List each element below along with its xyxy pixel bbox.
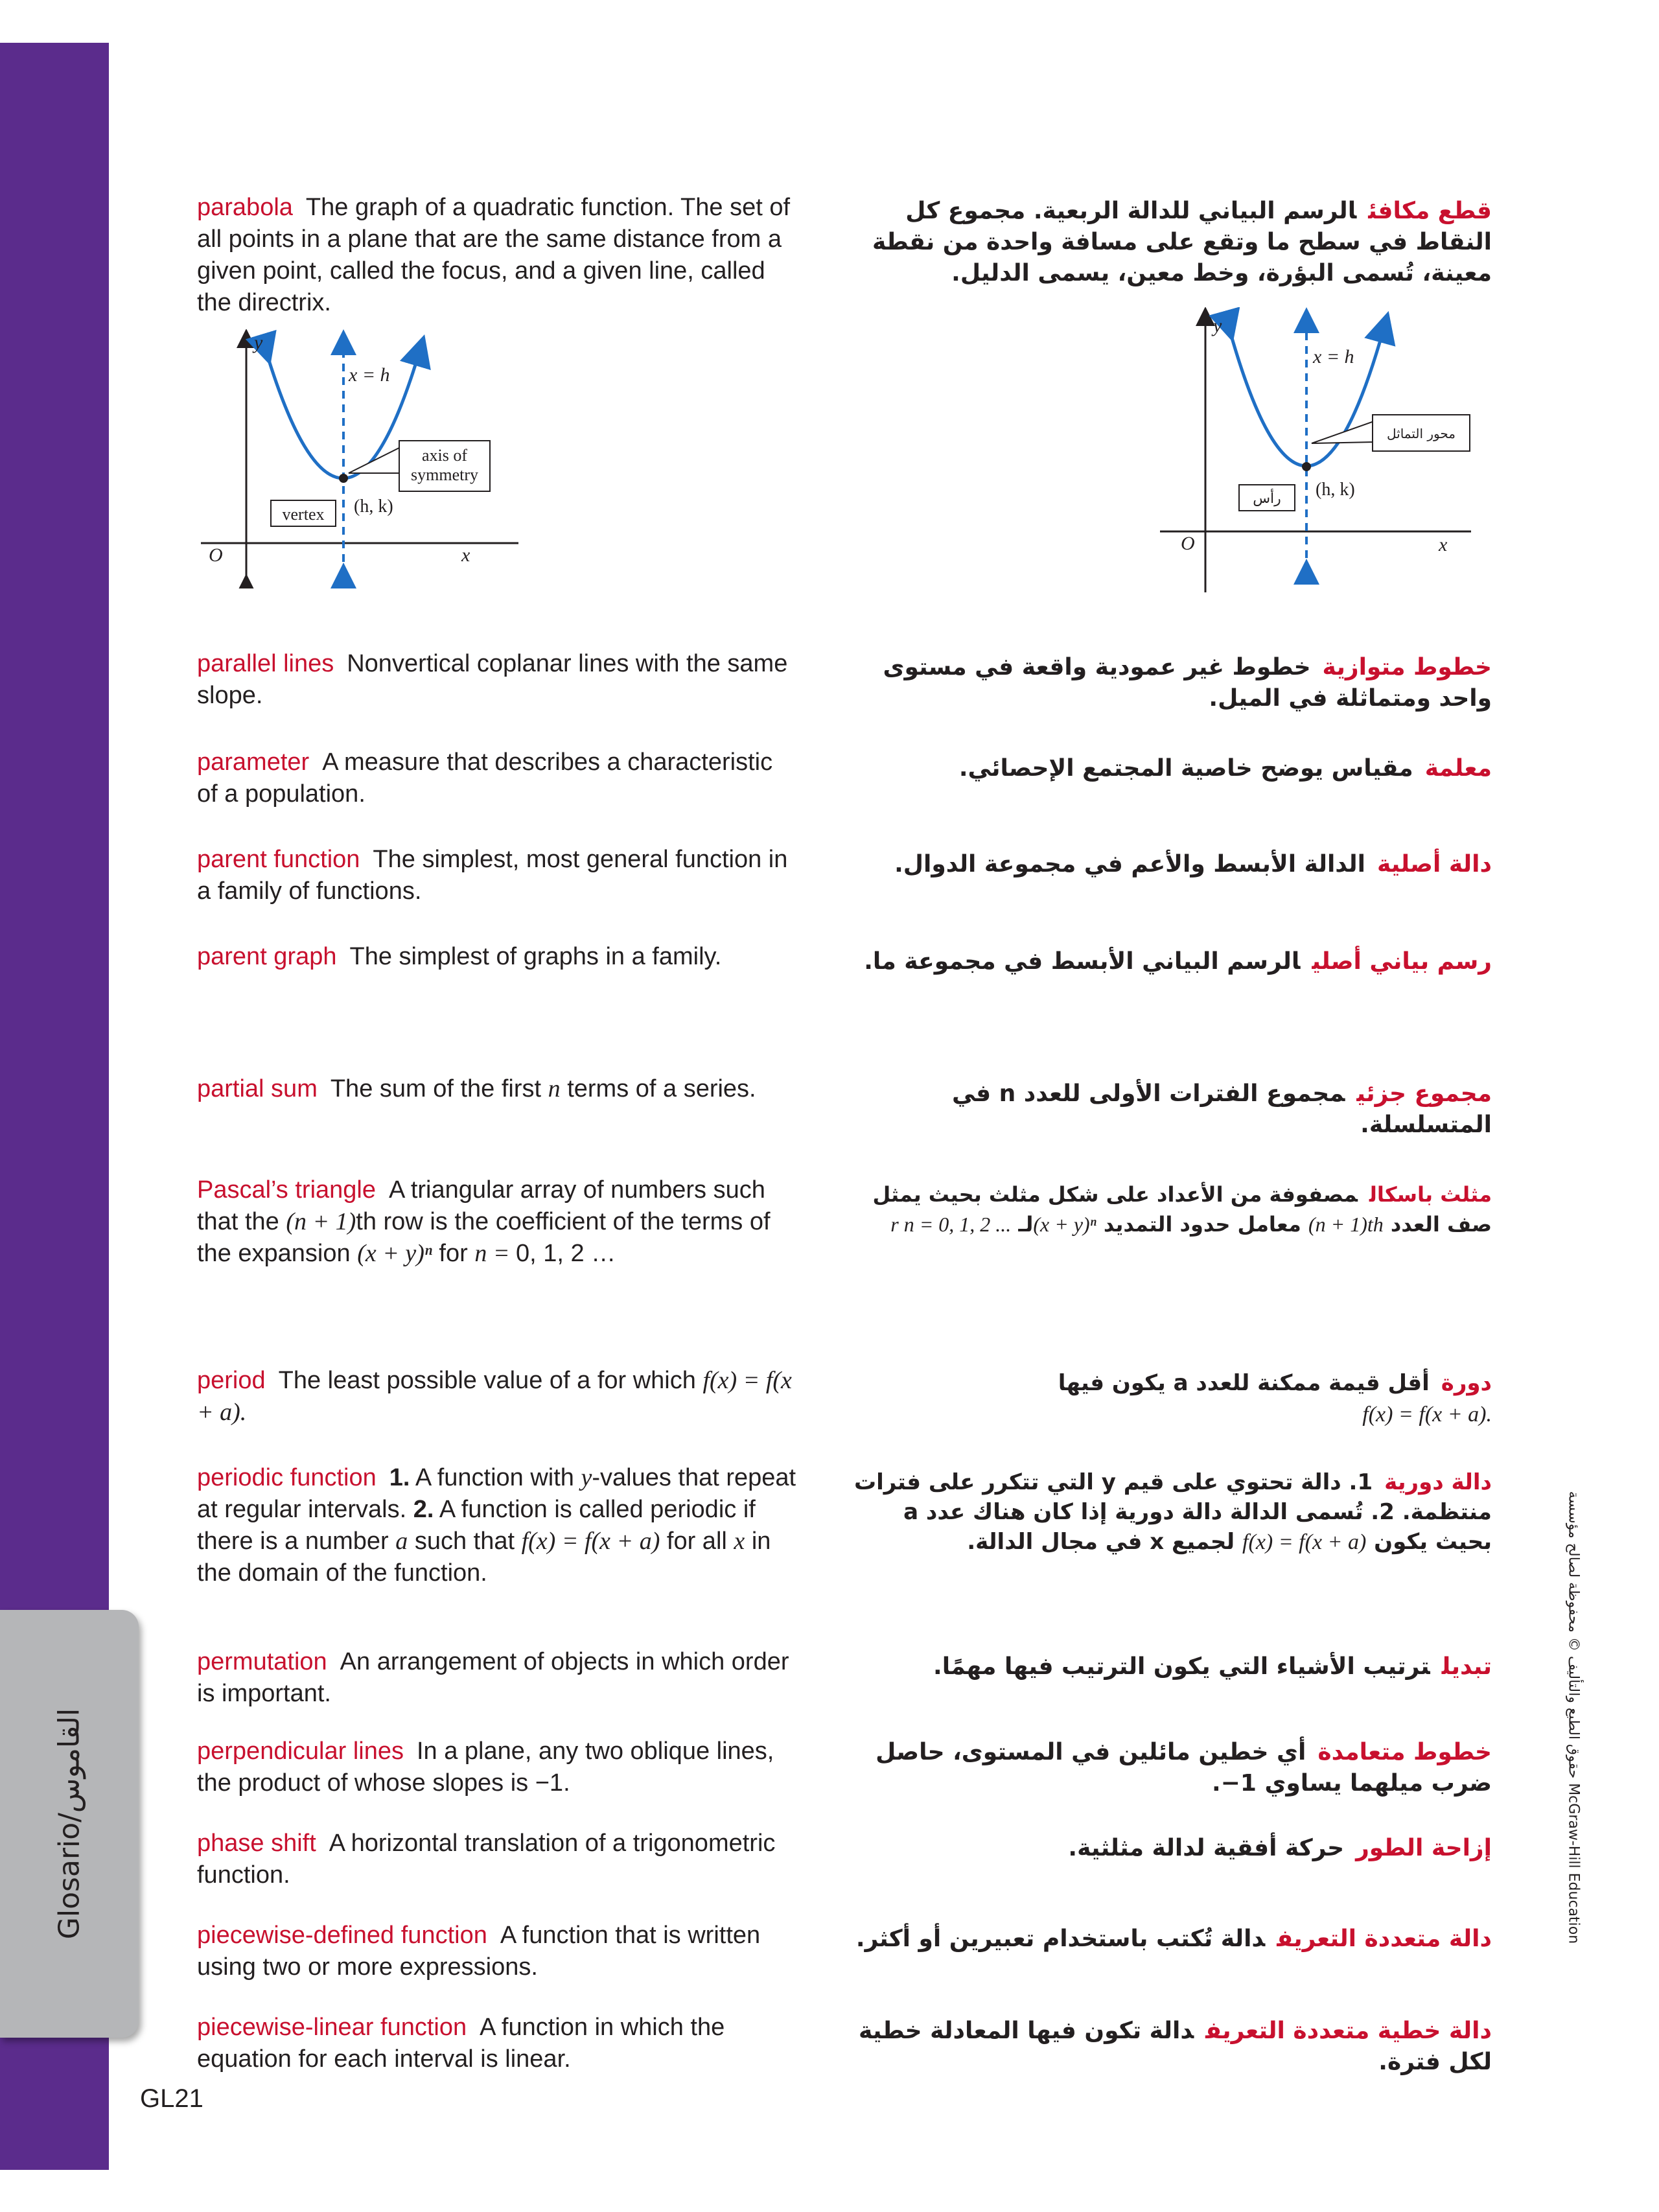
- definition-ar: حركة أفقية لدالة مثلثية.: [1068, 1835, 1345, 1861]
- term-ar: مثلث باسكال: [1369, 1182, 1492, 1207]
- publisher-copyright: حقوق الطبع والتأليف © محفوظة لصالح مؤسسة McGraw-Hill Education: [1565, 1491, 1582, 1944]
- term-en: periodic function: [197, 1464, 377, 1491]
- entry-en-pascals-triangle: [197, 1174, 800, 1270]
- term-en: Pascal’s triangle: [197, 1176, 377, 1204]
- definition-en: The graph of a quadratic function. The set of all points in a plane that are the same distance from a given point, called the focus, and a given line, called the directrix.: [197, 194, 791, 316]
- math-expr: n =: [474, 1240, 516, 1267]
- entry-en-parent-graph: [197, 941, 800, 973]
- math-expr: f(x) = f(x + a).: [1362, 1403, 1492, 1426]
- entry-ar-piecewise-defined-function: [844, 1924, 1492, 1955]
- entry-en-period: [197, 1365, 800, 1428]
- term-en: perpendicular lines: [197, 1738, 404, 1765]
- math-expr: f(x) = f(x + a): [521, 1528, 660, 1555]
- math-expr: (x + y)ⁿ: [1033, 1213, 1096, 1236]
- entry-en-parameter: [197, 747, 800, 810]
- definition-ar: الرسم البياني الأبسط في مجموعة ما.: [864, 948, 1301, 975]
- definition-ar: دالة تُكتب باستخدام تعبيرين أو أكثر.: [855, 1926, 1266, 1952]
- graph-en-axis-label-2: symmetry: [411, 465, 478, 484]
- definition-en: The simplest, most general function in a family of functions.: [197, 846, 788, 905]
- term-en: parent function: [197, 846, 360, 873]
- math-expr: r n = 0, 1, 2 ...: [890, 1213, 1012, 1236]
- entry-en-phase-shift: [197, 1828, 800, 1891]
- math-expr: (n + 1)th: [1308, 1213, 1384, 1236]
- entry-en-parabola: [197, 192, 800, 319]
- term-ar: مجموع جزئي: [1356, 1080, 1492, 1107]
- term-en: parabola: [197, 194, 293, 221]
- math-expr: f(x) = f(x + a).: [197, 1367, 792, 1426]
- definition-en-cont: for all: [660, 1528, 734, 1555]
- entry-ar-phase-shift: [844, 1833, 1492, 1864]
- entry-en-partial-sum: [197, 1073, 800, 1105]
- definition-ar-cont: لجميع x في مجال الدالة.: [967, 1529, 1235, 1555]
- term-en: piecewise-linear function: [197, 2014, 467, 2041]
- glossary-tab-label: Glosario/القاموس: [52, 1708, 86, 1940]
- definition-en-cont: terms of a series.: [560, 1075, 756, 1102]
- definition-ar: الرسم البياني للدالة الربعية. مجموع كل النقاط في سطح ما وتقع على مسافة واحدة من نقطة معينة، تُسمى البؤرة، وخط معين، يسمى الدليل.: [872, 198, 1492, 286]
- definition-ar: دالة تكون فيها المعادلة خطية لكل فترة.: [859, 2018, 1492, 2075]
- definition-en: A triangular array of numbers such that the: [197, 1176, 765, 1235]
- entry-ar-parameter: [844, 753, 1492, 784]
- graph-ar-y-label: y: [1213, 315, 1222, 336]
- graph-en-vertex: vertex: [282, 505, 325, 524]
- definition-ar: مصفوفة من الأعداد على شكل مثلث بحيث يمثل صف العدد: [872, 1182, 1492, 1237]
- term-ar: خطوط متعامدة: [1317, 1739, 1492, 1765]
- definition-en-cont: such that: [408, 1528, 522, 1555]
- definition-ar-cont: لـ: [1018, 1212, 1034, 1237]
- entry-ar-partial-sum: [844, 1078, 1492, 1141]
- definition-en-cont: in the domain of the function.: [197, 1528, 771, 1587]
- graph-ar-vertex: رأس: [1253, 491, 1281, 507]
- definition-en: In a plane, any two oblique lines, the product of whose slopes is −1.: [197, 1738, 774, 1797]
- graph-ar-origin: O: [1181, 533, 1195, 554]
- math-var: n: [548, 1075, 561, 1102]
- graph-ar-point: (h, k): [1316, 480, 1355, 500]
- math-expr: (x + y)ⁿ: [357, 1240, 432, 1267]
- term-en: permutation: [197, 1648, 327, 1675]
- top-margin: [0, 0, 109, 43]
- math-var: x: [734, 1528, 745, 1555]
- term-en: parameter: [197, 749, 310, 776]
- definition-en: A function that is written using two or more expressions.: [197, 1922, 761, 1981]
- entry-ar-period: [844, 1368, 1492, 1430]
- term-ar: تبديل: [1441, 1653, 1492, 1680]
- definition-ar-cont: معامل حدود التمديد: [1103, 1212, 1301, 1237]
- definition-en-cont: for: [432, 1240, 475, 1267]
- graph-en-origin: O: [209, 544, 223, 566]
- parabola-graph-en: [194, 329, 531, 588]
- definition-en: A function with: [410, 1464, 581, 1491]
- entry-en-perpendicular-lines: [197, 1736, 800, 1799]
- term-en: parent graph: [197, 943, 337, 970]
- page-number: GL21: [140, 2084, 203, 2113]
- math-var: a: [395, 1528, 408, 1555]
- number-2: 2.: [413, 1496, 434, 1523]
- graph-ar-x-label: x: [1439, 534, 1448, 555]
- entry-en-piecewise-linear-function: [197, 2012, 800, 2075]
- definition-en: An arrangement of objects in which order is important.: [197, 1648, 789, 1707]
- definition-en-cont: A function is called periodic if there is a number: [197, 1496, 756, 1555]
- term-en: period: [197, 1367, 266, 1394]
- definition-en: A function in which the equation for each interval is linear.: [197, 2014, 725, 2073]
- definition-ar: أقل قيمة ممكنة للعدد a يكون فيها: [1058, 1370, 1430, 1396]
- entry-en-periodic-function: [197, 1462, 800, 1589]
- math-expr: (n + 1): [286, 1208, 356, 1235]
- graph-en-line-label: x = h: [349, 364, 390, 386]
- definition-en: The simplest of graphs in a family.: [349, 943, 722, 970]
- number-1: 1.: [389, 1464, 410, 1491]
- definition-en: The least possible value of a for which: [278, 1367, 703, 1394]
- definition-ar: مجموع الفترات الأولى للعدد n في المتسلسلة.: [952, 1080, 1492, 1138]
- entry-en-parallel-lines: [197, 648, 800, 712]
- entry-ar-pascals-triangle: [844, 1180, 1492, 1239]
- definition-ar: الدالة الأبسط والأعم في مجموعة الدوال.: [894, 851, 1365, 878]
- definition-en-cont: 0, 1, 2 …: [515, 1240, 616, 1267]
- definition-en: The sum of the first: [330, 1075, 548, 1102]
- definition-ar: ترتيب الأشياء التي يكون الترتيب فيها مهمًا.: [933, 1653, 1430, 1680]
- definition-en: A horizontal translation of a trigonometric function.: [197, 1830, 776, 1889]
- graph-en-point: (h, k): [354, 496, 393, 517]
- definition-en: Nonvertical coplanar lines with the same slope.: [197, 650, 788, 709]
- definition-ar: 1. دالة تحتوي على قيم y التي تتكرر على فترات منتظمة. 2. تُسمى الدالة دالة دورية إذا كان هناك عدد a بحيث يكون: [853, 1469, 1492, 1555]
- math-expr: f(x) = f(x + a): [1242, 1530, 1367, 1554]
- graph-en-x-label: x: [461, 544, 470, 566]
- definition-ar: خطوط غير عمودية واقعة في مستوى واحد ومتماثلة في الميل.: [883, 654, 1492, 712]
- definition-ar: أي خطين مائلين في المستوى، حاصل ضرب ميلهما يساوي 1−.: [876, 1739, 1492, 1797]
- term-ar: دورة: [1441, 1370, 1492, 1396]
- entry-ar-piecewise-linear-function: [844, 2016, 1492, 2078]
- entry-ar-parent-function: [844, 849, 1492, 880]
- graph-en-axis-label-1: axis of: [421, 446, 468, 465]
- term-ar: معلمة: [1424, 755, 1492, 782]
- term-en: piecewise-defined function: [197, 1922, 487, 1949]
- term-ar: رسم بياني أصلي: [1312, 948, 1492, 975]
- definition-ar: مقياس يوضح خاصية المجتمع الإحصائي.: [958, 755, 1413, 782]
- entry-en-piecewise-defined-function: [197, 1920, 800, 1983]
- entry-ar-parallel-lines: [844, 652, 1492, 714]
- math-var: y: [581, 1464, 592, 1491]
- term-en: parallel lines: [197, 650, 334, 677]
- definition-en-cont: th row is the coefficient of the terms of the expansion: [197, 1208, 771, 1267]
- entry-ar-parabola: [844, 196, 1492, 289]
- term-en: partial sum: [197, 1075, 318, 1102]
- entry-ar-perpendicular-lines: [844, 1737, 1492, 1799]
- term-ar: دالة أصلية: [1376, 851, 1492, 878]
- definition-en-cont: -values that repeat at regular intervals.: [197, 1464, 796, 1523]
- graph-ar-line-label: x = h: [1313, 346, 1354, 367]
- entry-ar-periodic-function: [844, 1467, 1492, 1557]
- entry-ar-parent-graph: [844, 946, 1492, 977]
- term-ar: دالة دورية: [1384, 1469, 1492, 1495]
- entry-en-parent-function: [197, 844, 800, 907]
- graph-en-y-label: y: [254, 332, 263, 353]
- parabola-graph-ar: [1154, 307, 1478, 592]
- term-en: phase shift: [197, 1830, 316, 1857]
- term-ar: دالة خطية متعددة التعريف: [1205, 2018, 1492, 2044]
- entry-en-permutation: [197, 1646, 800, 1710]
- term-ar: دالة متعددة التعريف: [1277, 1926, 1492, 1952]
- term-ar: قطع مكافئ: [1368, 198, 1492, 224]
- term-ar: إزاحة الطور: [1356, 1835, 1492, 1861]
- graph-ar-axis-label: محور التماثل: [1386, 426, 1456, 441]
- entry-ar-permutation: [844, 1651, 1492, 1682]
- definition-en: A measure that describes a characteristic of a population.: [197, 749, 773, 808]
- term-ar: خطوط متوازية: [1322, 654, 1492, 681]
